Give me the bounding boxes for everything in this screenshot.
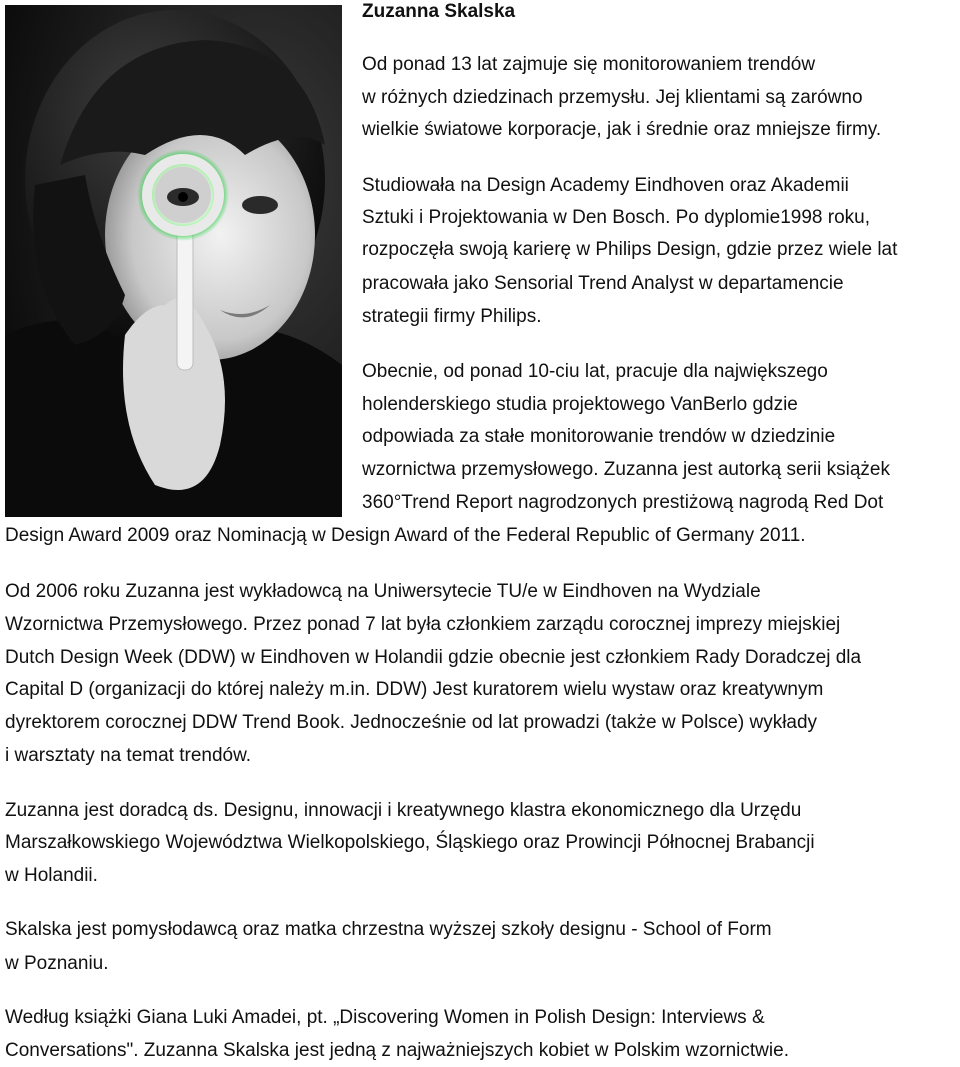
para6-line: w Poznaniu. [5, 953, 109, 974]
para4-line: i warsztaty na temat trendów. [5, 745, 252, 766]
para4-line: Capital D (organizacji do której należy m.in. DDW) Jest kuratorem wielu wystaw oraz kreatywnym [5, 679, 824, 700]
para2-line: strategii firmy Philips. [362, 306, 542, 327]
portrait-photo [5, 5, 342, 517]
para1-line: w różnych dziedzinach przemysłu. Jej klientami są zarówno [362, 87, 863, 108]
para5-line: w Holandii. [5, 865, 98, 886]
para2-line: pracowała jako Sensorial Trend Analyst w departamencie [362, 273, 844, 294]
para3-line: wzornictwa przemysłowego. Zuzanna jest autorką serii książek [362, 459, 890, 480]
para1-line: Od ponad 13 lat zajmuje się monitorowaniem trendów [362, 54, 816, 75]
para2-line: rozpoczęła swoją karierę w Philips Design, gdzie przez wiele lat [362, 239, 898, 260]
para4-line: dyrektorem corocznej DDW Trend Book. Jednocześnie od lat prowadzi (także w Polsce) wykłady [5, 712, 818, 733]
para3-line: Design Award 2009 oraz Nominacją w Design Award of the Federal Republic of Germany 2011. [5, 525, 806, 546]
para3-line: 360°Trend Report nagrodzonych prestiżową nagrodą Red Dot [362, 492, 884, 513]
para1-line: wielkie światowe korporacje, jak i średnie oraz mniejsze firmy. [362, 119, 882, 140]
para2-line: Sztuki i Projektowania w Den Bosch. Po dyplomie1998 roku, [362, 207, 870, 228]
para4-line: Dutch Design Week (DDW) w Eindhoven w Holandii gdzie obecnie jest członkiem Rady Doradczej dla [5, 647, 862, 668]
para4-line: Od 2006 roku Zuzanna jest wykładowcą na Uniwersytecie TU/e w Eindhoven na Wydziale [5, 581, 761, 602]
para3-line: Obecnie, od ponad 10-ciu lat, pracuje dla największego [362, 361, 828, 382]
para7-line: Conversations". Zuzanna Skalska jest jedną z najważniejszych kobiet w Polskim wzornictwie. [5, 1040, 789, 1061]
person-name: Zuzanna Skalska [362, 1, 516, 22]
para4-line: Wzornictwa Przemysłowego. Przez ponad 7 lat była członkiem zarządu corocznej imprezy miejskiej [5, 614, 841, 635]
para7-line: Według książki Giana Luki Amadei, pt. „Discovering Women in Polish Design: Interviews & [5, 1007, 765, 1028]
para6-line: Skalska jest pomysłodawcą oraz matka chrzestna wyższej szkoły designu - School of Form [5, 919, 772, 940]
para3-line: holenderskiego studia projektowego VanBerlo gdzie [362, 394, 798, 415]
para5-line: Zuzanna jest doradcą ds. Designu, innowacji i kreatywnego klastra ekonomicznego dla Urzędu [5, 800, 802, 821]
para5-line: Marszałkowskiego Województwa Wielkopolskiego, Śląskiego oraz Prowincji Północnej Brabancji [5, 832, 815, 853]
para3-line: odpowiada za stałe monitorowanie trendów w dziedzinie [362, 426, 836, 447]
para2-line: Studiowała na Design Academy Eindhoven oraz Akademii [362, 175, 849, 196]
